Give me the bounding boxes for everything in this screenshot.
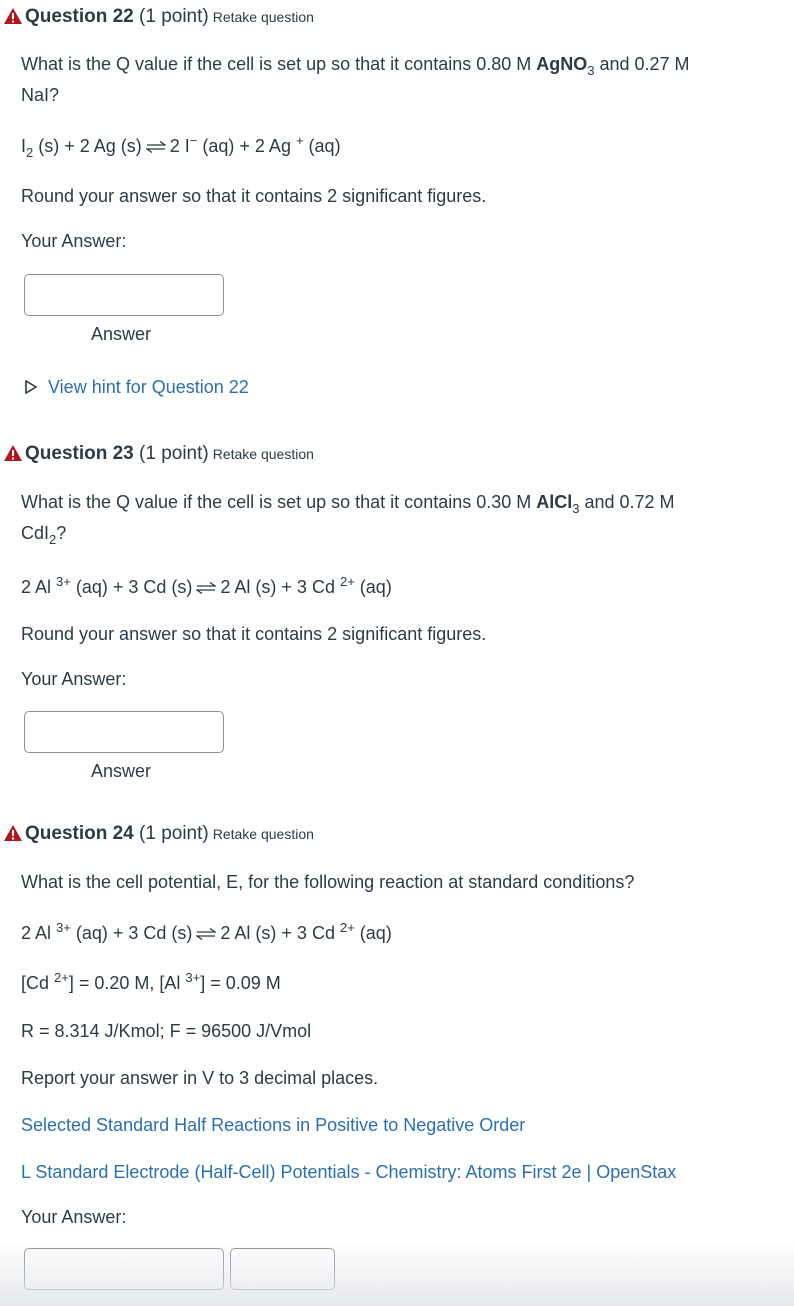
triangle-right-icon <box>24 380 38 394</box>
reaction-equation: 2 Al $^{3+}$ (aq) + 3 Cd (s) 2 Al (s) + 3 Cd $^{2+}$ (aq) <box>21 574 392 597</box>
reaction-equation: $I_2$ (s) + 2 Ag (s) 2 I− (aq) + 2 Ag + (aq) <box>21 133 341 160</box>
question-prompt: What is the Q value if the cell is set up so that it contains 0.80 M AgNO$_3$ and 0.27 M <box>21 54 690 78</box>
question-title: Question 24 <box>25 823 134 844</box>
report-instruction: Report your answer in V to 3 decimal places. <box>21 1068 379 1088</box>
rounding-instruction: Round your answer so that it contains 2 significant figures. <box>21 624 487 644</box>
retake-question-link[interactable]: Retake question <box>212 9 314 25</box>
question-points: (1 point) <box>139 6 209 27</box>
warning-icon <box>4 8 22 24</box>
your-answer-label: Your Answer: <box>21 231 127 251</box>
reaction-equation: 2 Al $^{3+}$ (aq) + 3 Cd (s) 2 Al (s) + 3 Cd $^{2+}$ (aq) <box>21 920 392 943</box>
retake-question-link[interactable]: Retake question <box>212 826 314 842</box>
equilibrium-arrow-icon <box>196 928 216 940</box>
question-points: (1 point) <box>139 823 209 844</box>
question-points: (1 point) <box>139 443 209 464</box>
view-hint-link[interactable]: View hint for Question 22 <box>24 377 249 398</box>
question-23-header <box>4 443 314 465</box>
answer-input[interactable] <box>24 711 224 753</box>
concentrations: [Cd $^{2+}$] = 0.20 M, [Al $^{3+}$] = 0.09 M <box>21 970 281 993</box>
question-prompt: What is the Q value if the cell is set up so that it contains 0.30 M AlCl$_3$ and 0.72 M <box>21 492 675 516</box>
rounding-instruction: Round your answer so that it contains 2 significant figures. <box>21 186 487 206</box>
electrode-potentials-link[interactable]: L Standard Electrode (Half-Cell) Potentials - Chemistry: Atoms First 2e | OpenStax <box>21 1162 677 1182</box>
half-reactions-link[interactable]: Selected Standard Half Reactions in Positive to Negative Order <box>21 1115 526 1135</box>
unit-input[interactable] <box>230 1248 335 1290</box>
answer-input-label: Answer <box>91 761 152 781</box>
question-prompt: What is the cell potential, E, for the following reaction at standard conditions? <box>21 872 635 892</box>
question-24-header <box>4 823 314 845</box>
retake-question-link[interactable]: Retake question <box>212 446 314 462</box>
warning-icon <box>4 445 22 461</box>
question-title: Question 22 <box>25 6 134 27</box>
equilibrium-arrow-icon <box>146 141 166 153</box>
question-22-header <box>4 6 314 28</box>
question-title: Question 23 <box>25 443 134 464</box>
question-prompt-cont: NaI? <box>21 85 60 105</box>
constants: R = 8.314 J/Kmol; F = 96500 J/Vmol <box>21 1021 312 1041</box>
answer-input-label: Answer <box>91 324 152 344</box>
your-answer-label: Your Answer: <box>21 1207 127 1227</box>
answer-input[interactable] <box>24 1248 224 1290</box>
question-prompt-cont: CdI$_2$? <box>21 523 67 547</box>
warning-icon <box>4 825 22 841</box>
answer-input[interactable] <box>24 274 224 316</box>
your-answer-label: Your Answer: <box>21 669 127 689</box>
equilibrium-arrow-icon <box>196 582 216 594</box>
